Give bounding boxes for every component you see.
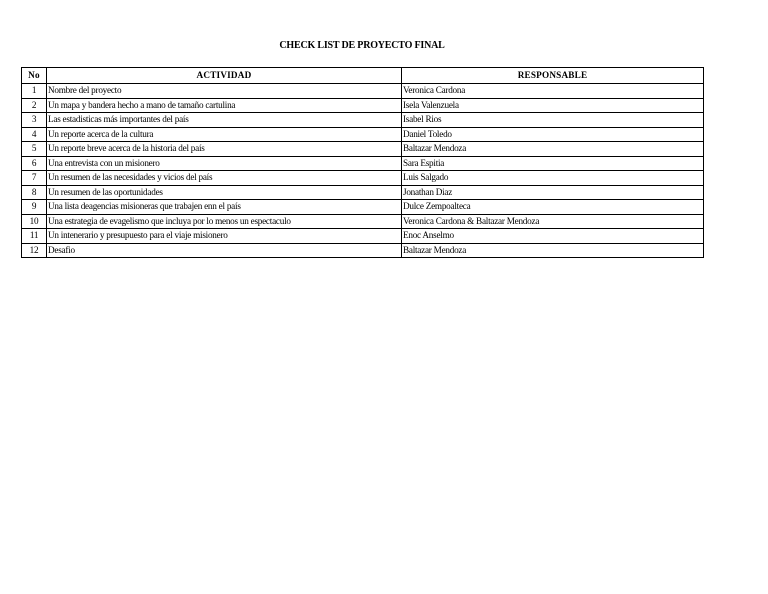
row-responsible: Enoc Anselmo bbox=[402, 229, 704, 244]
table-row bbox=[22, 229, 704, 244]
row-number: 12 bbox=[22, 243, 47, 258]
row-activity: Nombre del proyecto bbox=[47, 84, 402, 99]
row-number: 10 bbox=[22, 214, 47, 229]
row-responsible: Sara Espitia bbox=[402, 156, 704, 171]
header-num: No bbox=[22, 68, 47, 84]
row-number: 11 bbox=[22, 229, 47, 244]
row-number: 8 bbox=[22, 185, 47, 200]
row-number: 7 bbox=[22, 171, 47, 186]
header-activity: ACTIVIDAD bbox=[47, 68, 402, 84]
row-responsible: Dulce Zempoalteca bbox=[402, 200, 704, 215]
row-activity: Un resumen de las oportunidades bbox=[47, 185, 402, 200]
row-activity: Una estrategia de evagelismo que incluya por lo menos un espectaculo bbox=[47, 214, 402, 229]
row-number: 3 bbox=[22, 113, 47, 128]
row-responsible: Jonathan Diaz bbox=[402, 185, 704, 200]
row-responsible: Baltazar Mendoza bbox=[402, 243, 704, 258]
row-activity: Un reporte breve acerca de la historia del país bbox=[47, 142, 402, 157]
row-activity: Desafio bbox=[47, 243, 402, 258]
table-row bbox=[22, 113, 704, 128]
row-activity: Una lista deagencias misioneras que trabajen enn el país bbox=[47, 200, 402, 215]
row-responsible: Luis Salgado bbox=[402, 171, 704, 186]
row-responsible: Baltazar Mendoza bbox=[402, 142, 704, 157]
row-number: 5 bbox=[22, 142, 47, 157]
row-responsible: Daniel Toledo bbox=[402, 127, 704, 142]
row-activity: Un reporte acerca de la cultura bbox=[47, 127, 402, 142]
row-activity: Un resumen de las necesidades y vicios del país bbox=[47, 171, 402, 186]
table-row bbox=[22, 200, 704, 215]
table-row bbox=[22, 171, 704, 186]
header-responsible: RESPONSABLE bbox=[402, 68, 704, 84]
row-activity: Un intenerario y presupuesto para el viaje misionero bbox=[47, 229, 402, 244]
table-row bbox=[22, 84, 704, 99]
document-title: CHECK LIST DE PROYECTO FINAL bbox=[279, 40, 445, 51]
row-number: 4 bbox=[22, 127, 47, 142]
row-responsible: Veronica Cardona & Baltazar Mendoza bbox=[402, 214, 704, 229]
checklist-table bbox=[21, 67, 704, 258]
table-row bbox=[22, 243, 704, 258]
table-row bbox=[22, 142, 704, 157]
table-row bbox=[22, 127, 704, 142]
table-header-row bbox=[22, 68, 704, 84]
row-number: 2 bbox=[22, 98, 47, 113]
row-responsible: Isabel Rios bbox=[402, 113, 704, 128]
table-row bbox=[22, 214, 704, 229]
row-number: 9 bbox=[22, 200, 47, 215]
table-row bbox=[22, 156, 704, 171]
table-row bbox=[22, 98, 704, 113]
row-activity: Un mapa y bandera hecho a mano de tamaño cartulina bbox=[47, 98, 402, 113]
row-activity: Una entrevista con un misionero bbox=[47, 156, 402, 171]
table-row bbox=[22, 185, 704, 200]
row-responsible: Isela Valenzuela bbox=[402, 98, 704, 113]
row-number: 6 bbox=[22, 156, 47, 171]
row-responsible: Veronica Cardona bbox=[402, 84, 704, 99]
row-activity: Las estadisticas más importantes del país bbox=[47, 113, 402, 128]
row-number: 1 bbox=[22, 84, 47, 99]
